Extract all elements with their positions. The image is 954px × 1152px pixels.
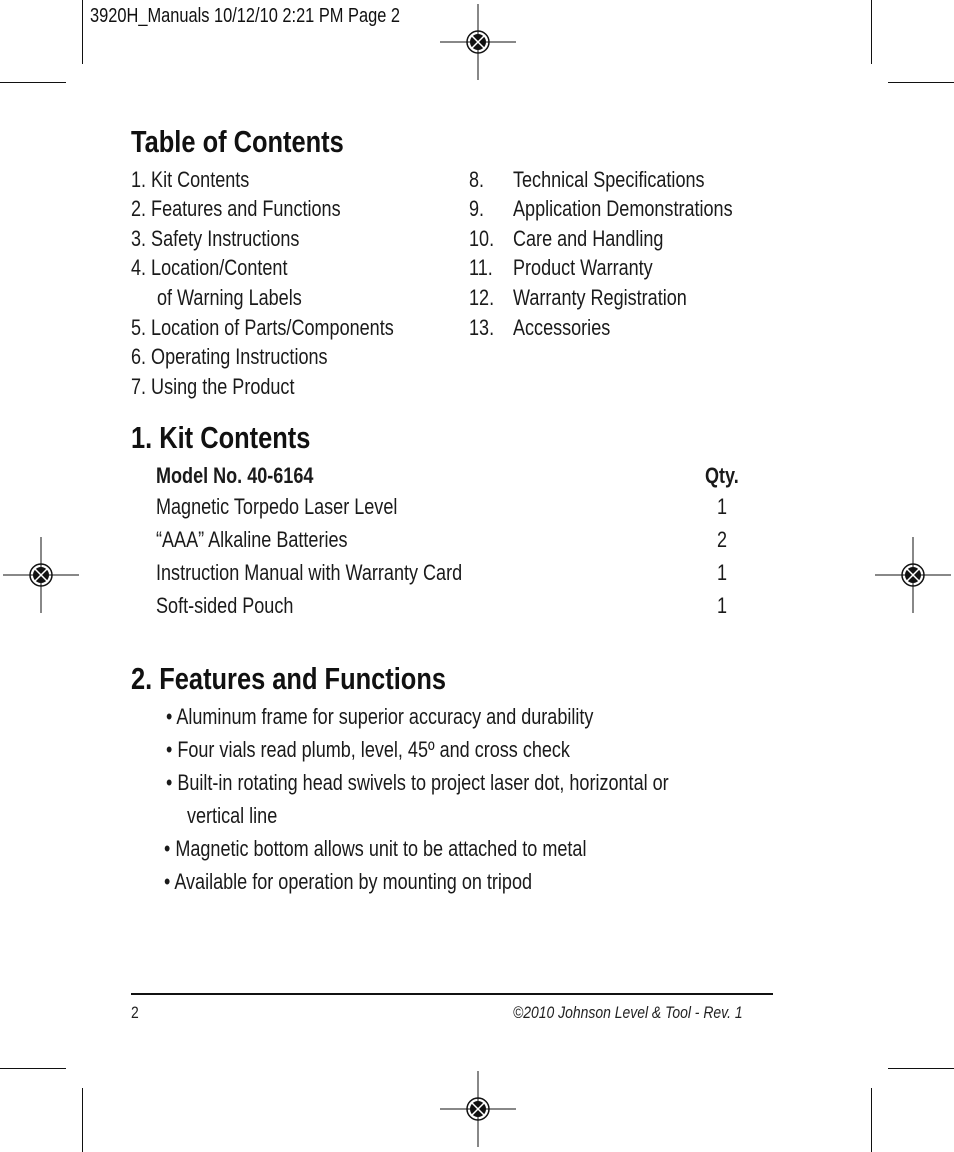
registration-mark-icon bbox=[873, 535, 953, 615]
page-number: 2 bbox=[131, 1003, 139, 1022]
toc-item-label: Technical Specifications bbox=[513, 167, 705, 192]
toc-item-label: Accessories bbox=[513, 315, 611, 340]
kit-model-header: Model No. 40-6164 bbox=[156, 463, 314, 488]
list-item: • Four vials read plumb, level, 45º and cross check bbox=[166, 737, 570, 762]
kit-item-qty: 1 bbox=[717, 560, 728, 585]
toc-item: 7. Using the Product bbox=[131, 374, 295, 399]
list-item: • Available for operation by mounting on tripod bbox=[164, 869, 533, 894]
crop-mark-bottom-left-vertical bbox=[82, 1088, 83, 1152]
footer-rule bbox=[131, 993, 773, 995]
kit-item-name: Instruction Manual with Warranty Card bbox=[156, 560, 463, 585]
registration-mark-icon bbox=[438, 2, 518, 82]
crop-mark-top-right-vertical bbox=[871, 0, 872, 64]
kit-item-name: Magnetic Torpedo Laser Level bbox=[156, 494, 398, 519]
toc-item-number: 9. bbox=[469, 196, 485, 221]
kit-qty-header: Qty. bbox=[705, 463, 739, 488]
toc-item-number: 11. bbox=[469, 255, 493, 280]
toc-item-number: 12. bbox=[469, 285, 495, 310]
toc-item: 1. Kit Contents bbox=[131, 167, 250, 192]
toc-item-continuation: of Warning Labels bbox=[157, 285, 302, 310]
toc-item-number: 8. bbox=[469, 167, 485, 192]
features-title: 2. Features and Functions bbox=[131, 661, 446, 696]
toc-item-number: 13. bbox=[469, 315, 495, 340]
toc-item: 2. Features and Functions bbox=[131, 196, 341, 221]
toc-item: 4. Location/Content bbox=[131, 255, 288, 280]
crop-mark-bottom-left-horizontal bbox=[0, 1068, 66, 1069]
crop-mark-bottom-right-vertical bbox=[871, 1088, 872, 1152]
list-item-continuation: vertical line bbox=[187, 803, 278, 828]
list-item: • Built-in rotating head swivels to project laser dot, horizontal or bbox=[166, 770, 669, 795]
kit-item-qty: 1 bbox=[717, 593, 728, 618]
kit-item-qty: 2 bbox=[717, 527, 728, 552]
list-item: • Aluminum frame for superior accuracy and durability bbox=[166, 704, 594, 729]
crop-mark-top-right-horizontal bbox=[888, 82, 954, 83]
crop-mark-bottom-right-horizontal bbox=[888, 1068, 954, 1069]
registration-mark-icon bbox=[438, 1069, 518, 1149]
toc-item-number: 10. bbox=[469, 226, 495, 251]
crop-mark-top-left-vertical bbox=[82, 0, 83, 64]
toc-item: 6. Operating Instructions bbox=[131, 344, 328, 369]
slug-line: 3920H_Manuals 10/12/10 2:21 PM Page 2 bbox=[90, 5, 400, 27]
toc-item-label: Warranty Registration bbox=[513, 285, 687, 310]
registration-mark-icon bbox=[1, 535, 81, 615]
kit-item-name: Soft-sided Pouch bbox=[156, 593, 294, 618]
kit-item-name: “AAA” Alkaline Batteries bbox=[156, 527, 348, 552]
crop-mark-top-left-horizontal bbox=[0, 82, 66, 83]
toc-item-label: Product Warranty bbox=[513, 255, 653, 280]
toc-title: Table of Contents bbox=[131, 124, 344, 159]
copyright-notice: ©2010 Johnson Level & Tool - Rev. 1 bbox=[513, 1003, 743, 1022]
list-item: • Magnetic bottom allows unit to be attached to metal bbox=[164, 836, 587, 861]
toc-item: 5. Location of Parts/Components bbox=[131, 315, 394, 340]
kit-item-qty: 1 bbox=[717, 494, 728, 519]
toc-item: 3. Safety Instructions bbox=[131, 226, 300, 251]
toc-item-label: Application Demonstrations bbox=[513, 196, 733, 221]
kit-contents-title: 1. Kit Contents bbox=[131, 420, 311, 455]
toc-item-label: Care and Handling bbox=[513, 226, 664, 251]
